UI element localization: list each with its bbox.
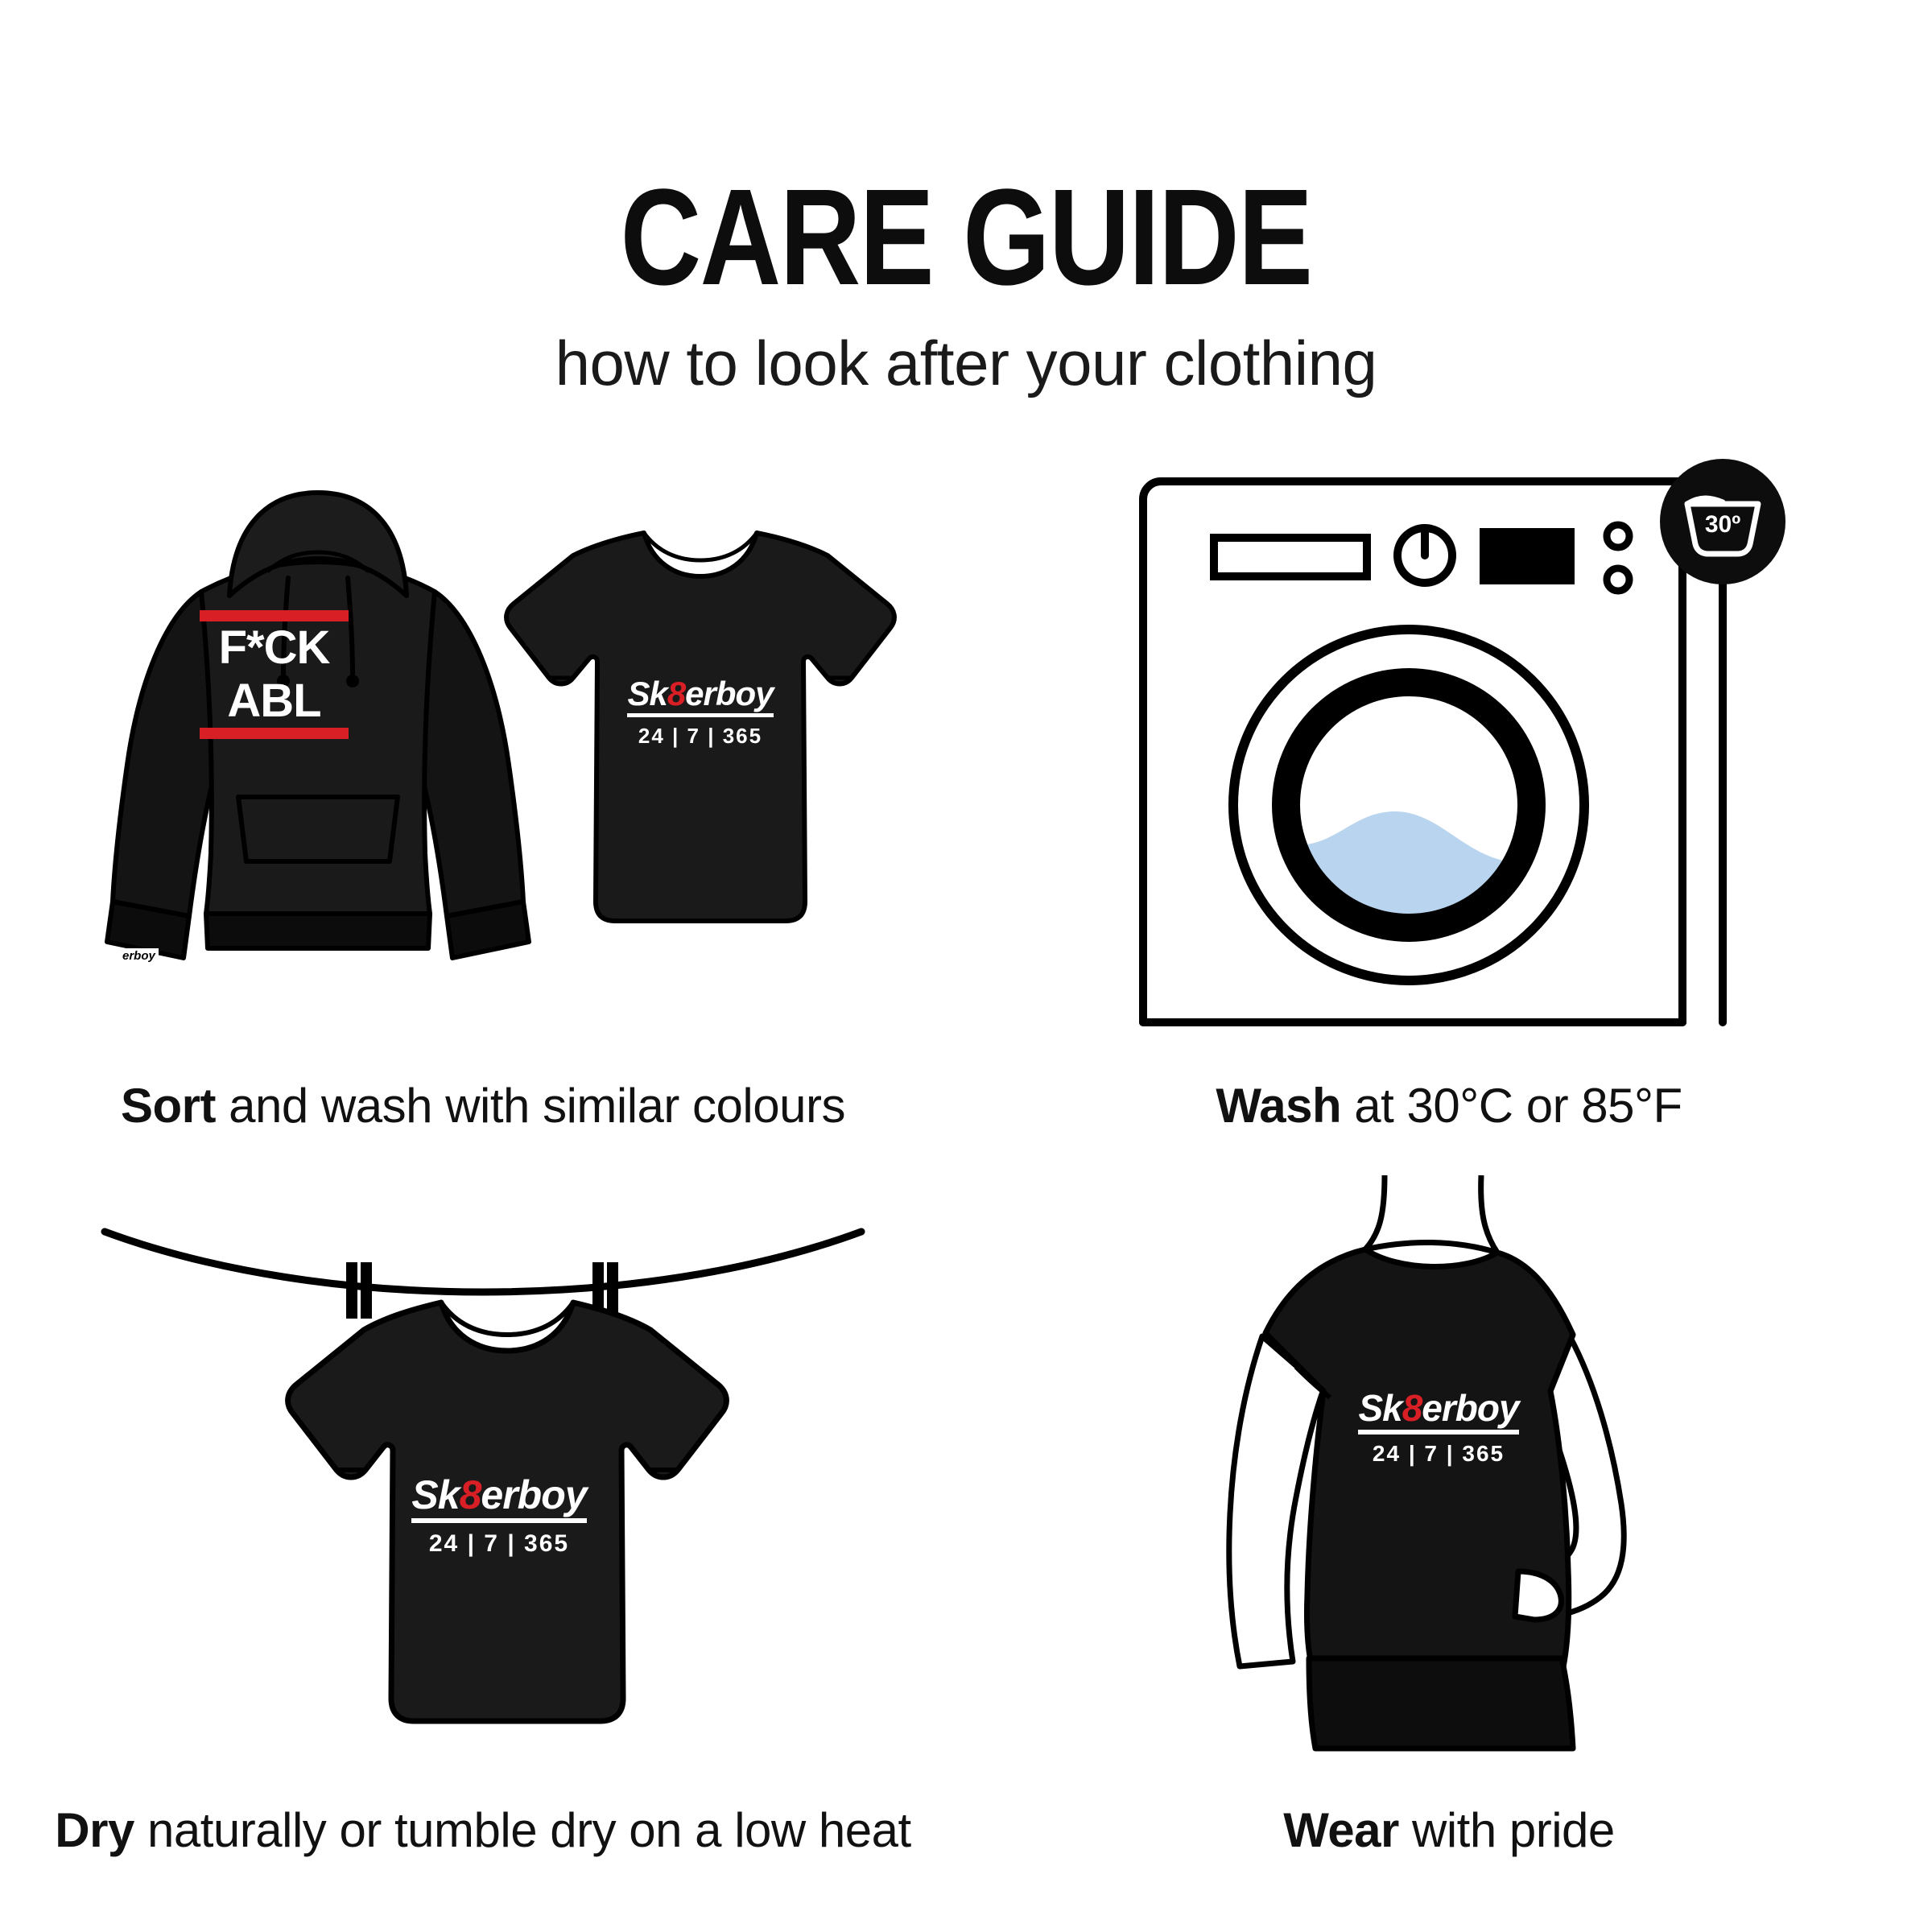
brand-tagline: 24 | 7 | 365	[428, 1530, 570, 1557]
print-line-1: F*CK	[218, 621, 330, 674]
page-header	[0, 0, 1932, 400]
caption-dry	[0, 1802, 966, 1858]
caption-sort	[0, 1078, 966, 1133]
caption-wash-bold: Wash	[1216, 1079, 1342, 1133]
caption-wash-rest: at 30°C or 85°F	[1341, 1079, 1682, 1133]
caption-wear-rest: with pride	[1398, 1803, 1615, 1857]
caption-wear-bold: Wear	[1283, 1803, 1399, 1857]
hoodie-chest-print	[200, 610, 349, 739]
tshirt-on-clothesline-icon	[0, 1175, 966, 1771]
brand-logo: Sk8erboy	[627, 675, 773, 717]
caption-wash	[966, 1078, 1932, 1133]
brand-tagline: 24 | 7 | 365	[638, 724, 763, 748]
caption-dry-rest: naturally or tumble dry on a low heat	[134, 1803, 911, 1857]
brand-tagline: 24 | 7 | 365	[1372, 1441, 1505, 1466]
care-step-dry	[0, 1175, 966, 1900]
print-bar-top	[200, 610, 349, 621]
brand-logo: Sk8erboy	[411, 1472, 586, 1523]
print-line-2: ABL	[227, 675, 321, 727]
wash-temperature-badge: 30º	[1704, 511, 1741, 538]
care-steps-grid	[0, 451, 1932, 1900]
caption-sort-rest: and wash with similar colours	[216, 1079, 845, 1133]
print-bar-bottom	[200, 728, 349, 739]
page-title: CARE GUIDE	[620, 161, 1312, 314]
caption-dry-bold: Dry	[55, 1803, 134, 1857]
washing-machine-icon	[966, 451, 1932, 1046]
hoodie-and-tshirt-icon	[0, 451, 966, 1046]
caption-wear	[966, 1802, 1932, 1858]
person-wearing-tshirt-icon	[966, 1175, 1932, 1771]
page-subtitle: how to look after your clothing	[555, 328, 1377, 398]
cuff-label: erboy	[119, 948, 159, 964]
caption-sort-bold: Sort	[121, 1079, 217, 1133]
brand-logo: Sk8erboy	[1358, 1386, 1518, 1435]
care-step-wash	[966, 451, 1932, 1175]
care-step-sort	[0, 451, 966, 1175]
care-step-wear	[966, 1175, 1932, 1900]
